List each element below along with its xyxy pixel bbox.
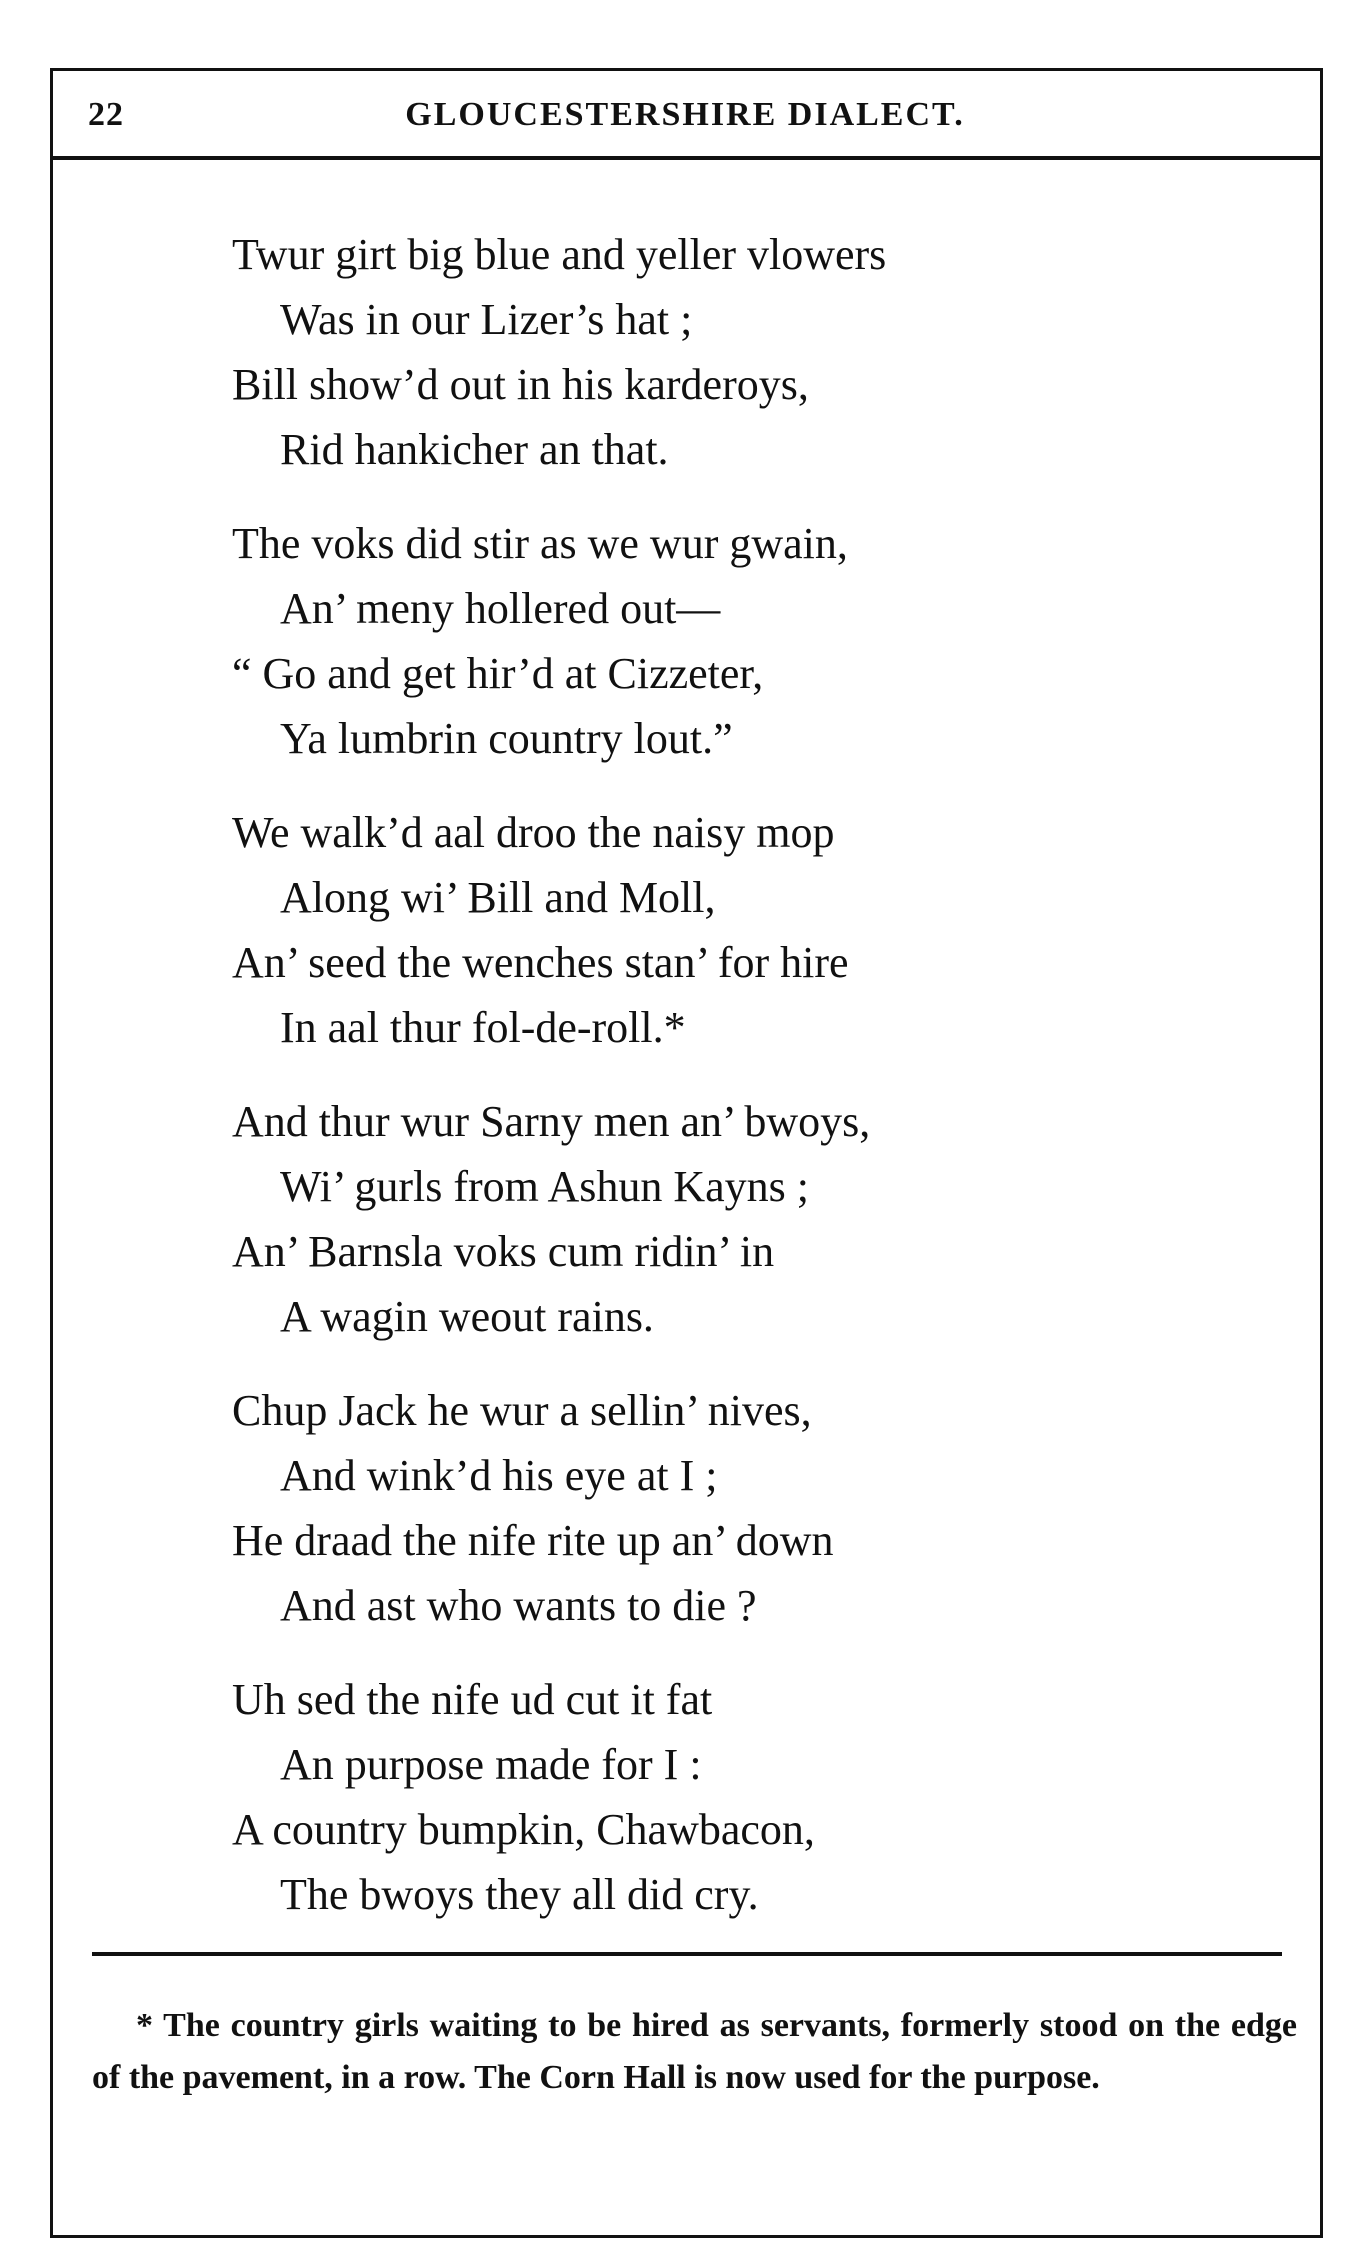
- poem-line: And wink’d his eye at I ;: [280, 1451, 718, 1500]
- stanza: [232, 1667, 1132, 1927]
- stanza: [232, 800, 1132, 1060]
- footnote-rule: [92, 1952, 1282, 1956]
- poem-line: The bwoys they all did cry.: [280, 1870, 759, 1919]
- footnote: * The country girls waiting to be hired as servants, formerly stood on the edge of the pavement, in a row. The Corn Hall is now used for the purpose.: [92, 2007, 1297, 2096]
- stanza: [232, 1089, 1132, 1349]
- poem-line: In aal thur fol-de-roll.*: [280, 1003, 686, 1052]
- stanza: [232, 511, 1132, 771]
- poem-line: An’ meny hollered out—: [280, 584, 721, 633]
- poem-line: An purpose made for I :: [280, 1740, 702, 1789]
- poem-line: Uh sed the nife ud cut it fat: [232, 1675, 713, 1724]
- poem-line: He draad the nife rite up an’ down: [232, 1516, 834, 1565]
- page-number: 22: [88, 96, 124, 133]
- poem-line: We walk’d aal droo the naisy mop: [232, 808, 835, 857]
- stanza: [232, 1378, 1132, 1638]
- poem-line: Chup Jack he wur a sellin’ nives,: [232, 1386, 812, 1435]
- poem-line: A wagin weout rains.: [280, 1292, 654, 1341]
- header-rule: [52, 156, 1320, 160]
- poem-line: And ast who wants to die ?: [280, 1581, 757, 1630]
- poem: [232, 222, 1132, 1956]
- poem-line: The voks did stir as we wur gwain,: [232, 519, 848, 568]
- poem-line: Ya lumbrin country lout.”: [280, 714, 733, 763]
- poem-line: Rid hankicher an that.: [280, 425, 669, 474]
- stanza: [232, 222, 1132, 482]
- poem-line: Twur girt big blue and yeller vlowers: [232, 230, 887, 279]
- poem-line: “ Go and get hir’d at Cizzeter,: [232, 649, 764, 698]
- poem-line: Bill show’d out in his karderoys,: [232, 360, 809, 409]
- poem-line: Was in our Lizer’s hat ;: [280, 295, 693, 344]
- poem-line: And thur wur Sarny men an’ bwoys,: [232, 1097, 871, 1146]
- running-title: GLOUCESTERSHIRE DIALECT.: [405, 96, 965, 133]
- poem-line: Wi’ gurls from Ashun Kayns ;: [280, 1162, 810, 1211]
- poem-line: Along wi’ Bill and Moll,: [280, 873, 716, 922]
- poem-line: A country bumpkin, Chawbacon,: [232, 1805, 815, 1854]
- poem-line: An’ seed the wenches stan’ for hire: [232, 938, 849, 987]
- poem-line: An’ Barnsla voks cum ridin’ in: [232, 1227, 775, 1276]
